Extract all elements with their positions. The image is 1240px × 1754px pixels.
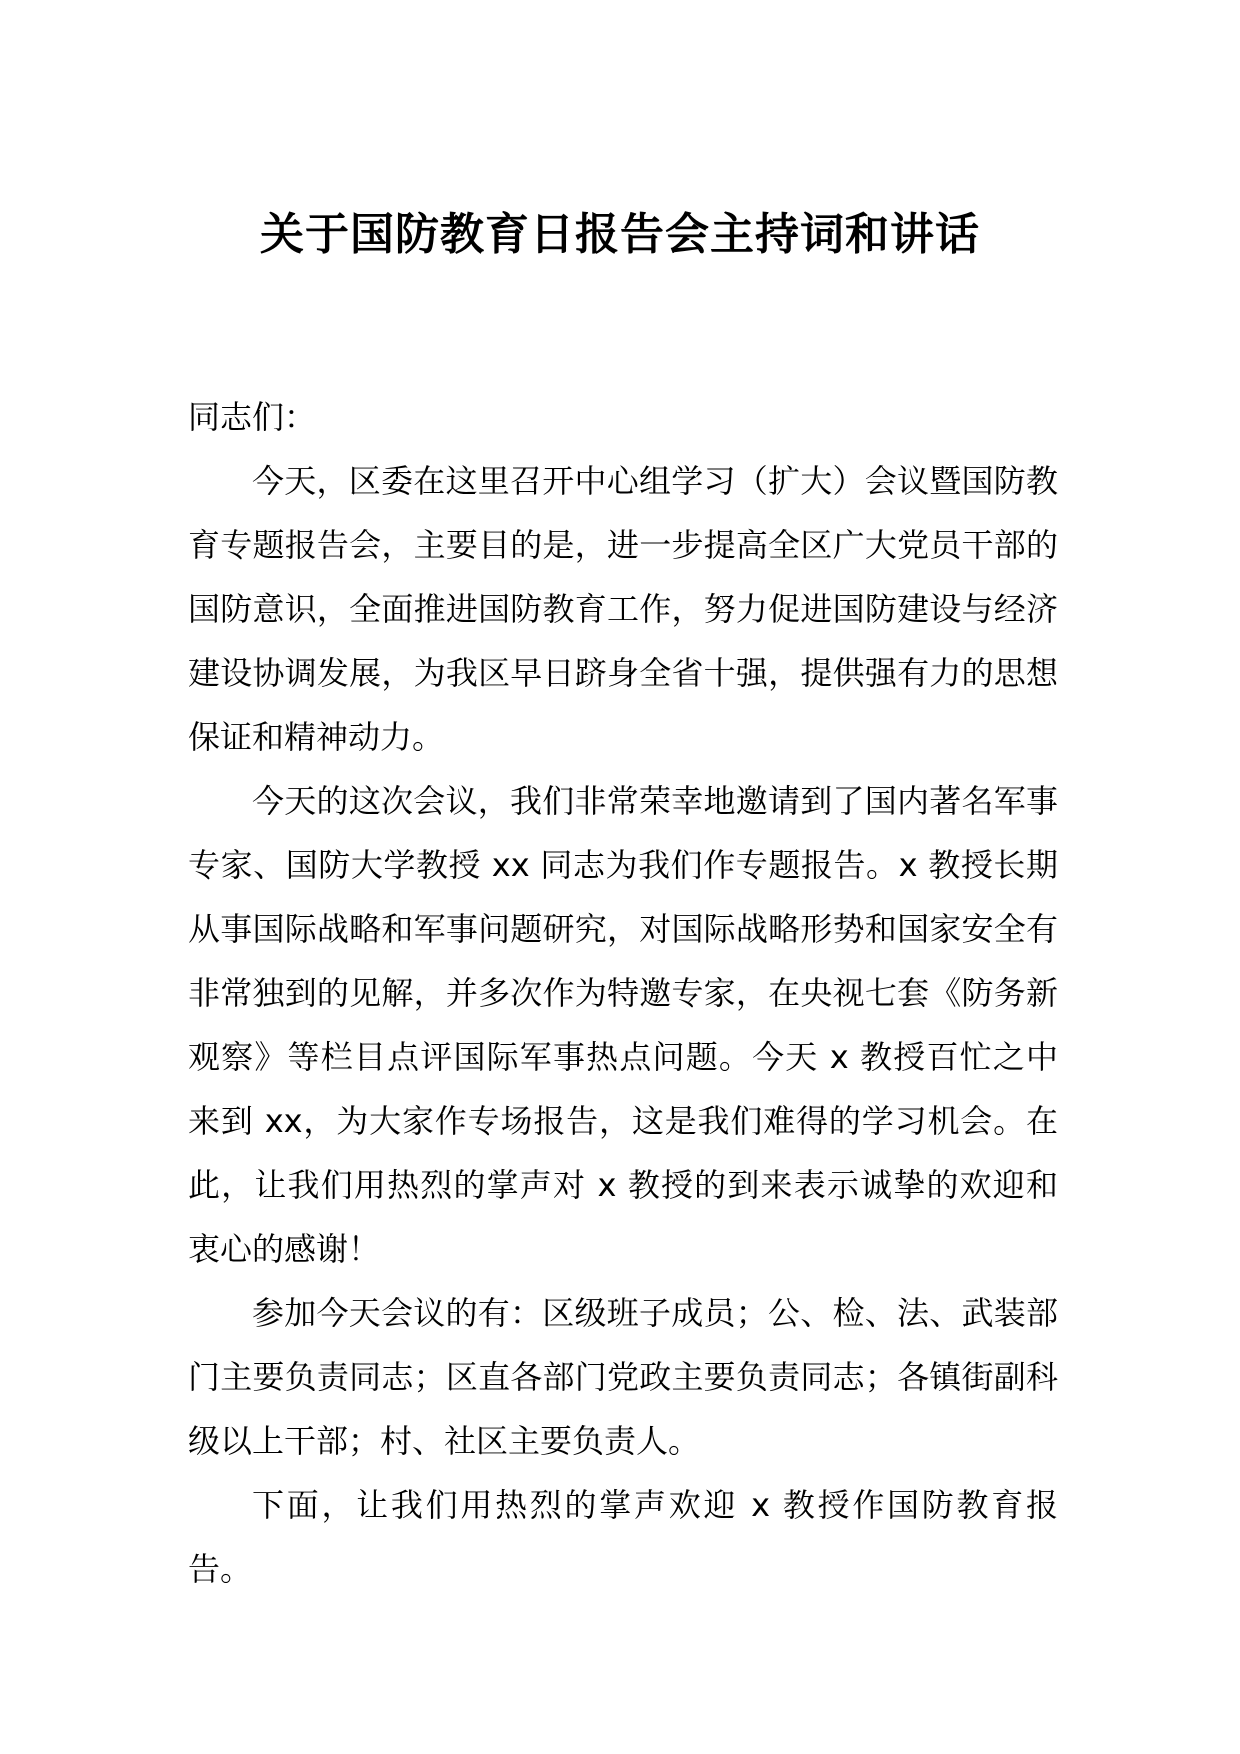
paragraph-4: 下面，让我们用热烈的掌声欢迎 x 教授作国防教育报告。 <box>188 1486 1058 1588</box>
paragraph-3: 参加今天会议的有：区级班子成员；公、检、法、武装部门主要负责同志；区直各部门党政主要负责同志；各镇街副科级以上干部；村、社区主要负责人。 <box>188 1294 1058 1460</box>
paragraph-2: 今天的这次会议，我们非常荣幸地邀请到了国内著名军事专家、国防大学教授 xx 同志为我们作专题报告。x 教授长期从事国际战略和军事问题研究，对国际战略形势和国家安全有非常独到的见解，并多次作为特邀专家，在央视七套《防务新观察》等栏目点评国际军事热点问题。今天 x 教授百忙之中来到 xx，为大家作专场报告，这是我们难得的学习机会。在此，让我们用热烈的掌声对 x 教授的到来表示诚挚的欢迎和衷心的感谢！ <box>188 782 1058 1268</box>
document-title: 关于国防教育日报告会主持词和讲话 <box>260 209 980 260</box>
salutation: 同志们： <box>188 398 317 436</box>
paragraph-1: 今天，区委在这里召开中心组学习（扩大）会议暨国防教育专题报告会，主要目的是，进一步提高全区广大党员干部的国防意识，全面推进国防教育工作，努力促进国防建设与经济建设协调发展，为我区早日跻身全省十强，提供强有力的思想保证和精神动力。 <box>188 462 1058 756</box>
document-body <box>188 385 1058 1601</box>
